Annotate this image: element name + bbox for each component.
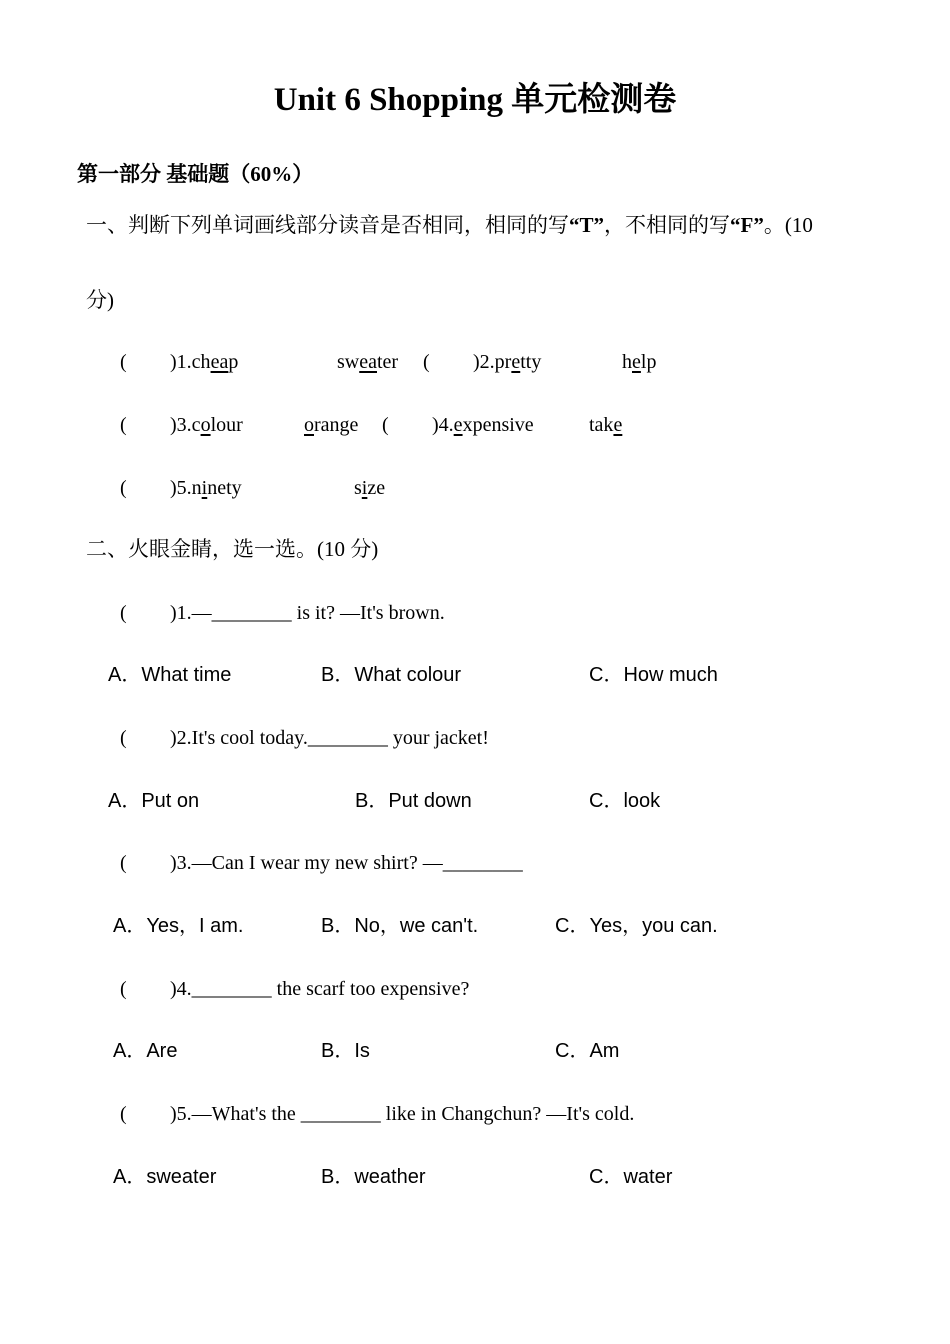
q2-question-4: ( )4.________ the scarf too expensive? (120, 978, 470, 1000)
q1-item-1-word2: sweater (337, 351, 399, 373)
q2-4-option-c: C．Am (555, 1040, 620, 1062)
heading-f-mark: “F” (730, 213, 764, 237)
underlined-letters: e (632, 351, 641, 373)
q2-3-option-b: B．No，we can't. (321, 915, 479, 937)
q2-1-option-b: B．What colour (321, 664, 462, 686)
q2-question-1: ( )1.—________ is it? —It's brown. (120, 602, 445, 624)
question-2-heading: 二、火眼金睛，选一选。(10 分) (86, 537, 379, 561)
q1-item-2: ( )2.pretty (423, 351, 542, 373)
q2-4-option-a: A．Are (113, 1040, 178, 1062)
underlined-letters: i (201, 477, 208, 499)
page-title: Unit 6 Shopping 单元检测卷 (273, 82, 677, 118)
underlined-letters: o (304, 414, 314, 436)
underlined-letters: ea (359, 351, 377, 373)
underlined-letters: e (511, 351, 521, 373)
q1-item-5: ( )5.ninety (120, 477, 242, 499)
q1-item-3-word2: orange (304, 414, 359, 436)
q2-question-3: ( )3.—Can I wear my new shirt? —________ (120, 852, 523, 874)
q2-4-option-b: B．Is (321, 1040, 370, 1062)
section-heading: 第一部分 基础题（60%） (77, 162, 314, 186)
heading-text: 。(10 (763, 213, 813, 237)
q2-2-option-b: B．Put down (355, 790, 472, 812)
q2-2-option-c: C．look (589, 790, 661, 812)
q2-5-option-a: A．sweater (113, 1166, 217, 1188)
underlined-letters: i (361, 477, 368, 499)
underlined-letters: o (200, 414, 211, 436)
q2-5-option-c: C．water (589, 1166, 673, 1188)
q2-1-option-a: A．What time (108, 664, 232, 686)
heading-text: 一、判断下列单词画线部分读音是否相同，相同的写 (86, 213, 569, 237)
heading-t-mark: “T” (569, 213, 605, 237)
q1-item-2-word2: help (622, 351, 657, 373)
q2-2-option-a: A．Put on (108, 790, 200, 812)
q1-item-4: ( )4.expensive (382, 414, 534, 436)
question-1-heading-cont: 分) (86, 288, 114, 312)
heading-text: ，不相同的写 (604, 213, 731, 237)
q1-item-1: ( )1.cheap (120, 351, 239, 373)
q1-item-4-word2: take (589, 414, 623, 436)
q2-5-option-b: B．weather (321, 1166, 426, 1188)
q2-3-option-c: C．Yes，you can. (555, 915, 718, 937)
q2-3-option-a: A．Yes，I am. (113, 915, 244, 937)
q2-question-2: ( )2.It's cool today.________ your jacket! (120, 727, 489, 749)
underlined-letters: e (613, 414, 623, 436)
q2-1-option-c: C．How much (589, 664, 718, 686)
underlined-letters: ea (210, 351, 229, 373)
q1-item-5-word2: size (354, 477, 386, 499)
q2-question-5: ( )5.—What's the ________ like in Changchun? —It's cold. (120, 1103, 635, 1125)
underlined-letters: e (453, 414, 463, 436)
q1-item-3: ( )3.colour (120, 414, 243, 436)
question-1-heading (86, 208, 813, 242)
